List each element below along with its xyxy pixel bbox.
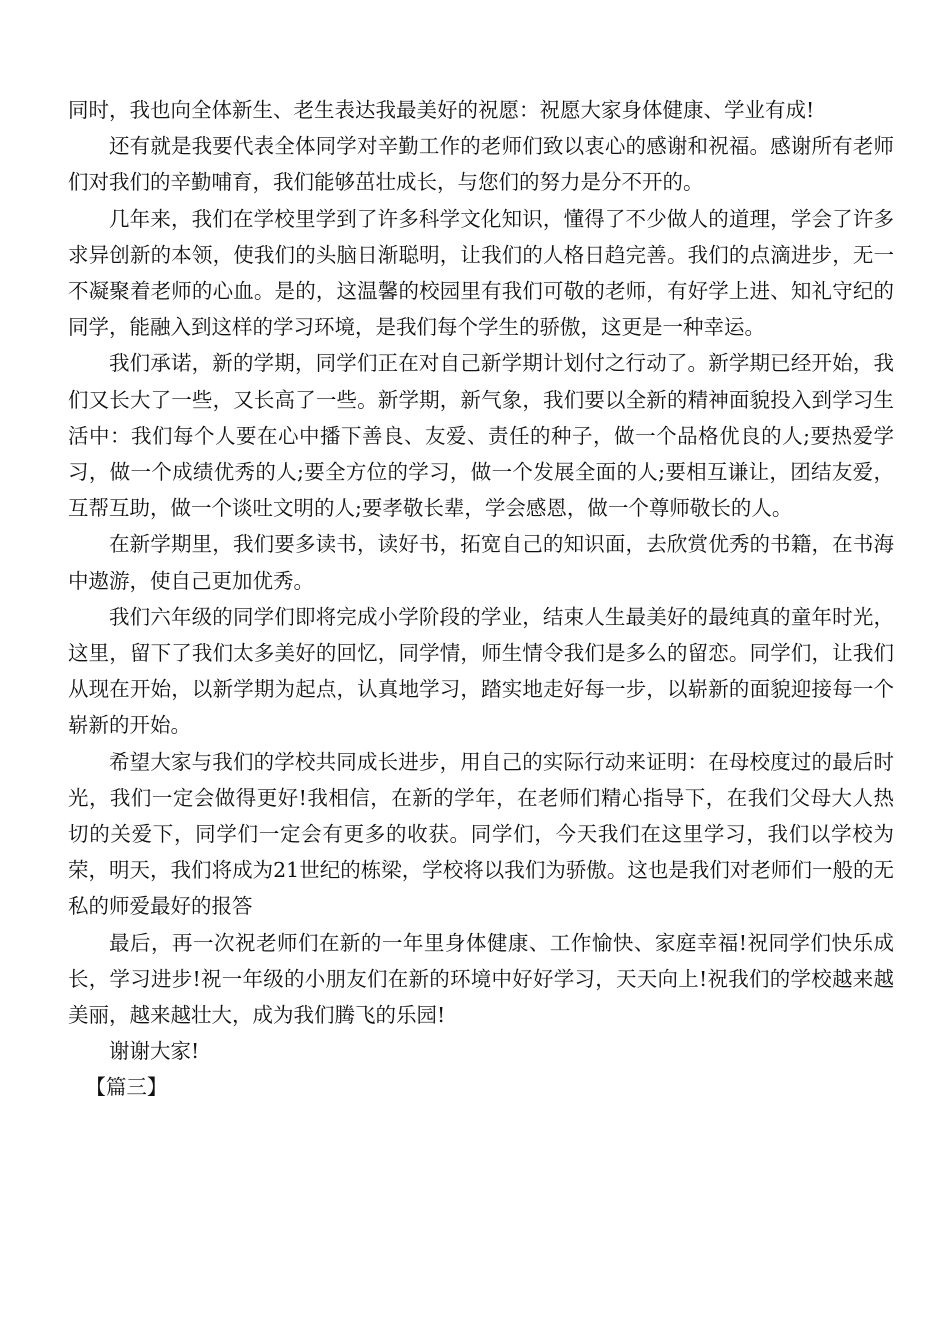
paragraph-reading: 在新学期里，我们要多读书，读好书，拓宽自己的知识面，去欣赏优秀的书籍，在书海中遨游，使自己更加优秀。 xyxy=(68,532,894,593)
paragraph-years-of-learning: 几年来，我们在学校里学到了许多科学文化知识，懂得了不少做人的道理，学会了许多求异创新的本领，使我们的头脑日渐聪明，让我们的人格日趋完善。我们的点滴进步，无一不凝聚着老师的心血。是的，这温馨的校园里有我们可敬的老师，有好学上进、知礼守纪的同学，能融入到这样的学习环境，是我们每个学生的骄傲，这更是一种幸运。 xyxy=(68,206,894,340)
paragraph-new-semester-promise: 我们承诺，新的学期，同学们正在对自己新学期计划付之行动了。新学期已经开始，我们又长大了一些，又长高了一些。新学期，新气象，我们要以全新的精神面貌投入到学习生活中：我们每个人要在心中播下善良、友爱、责任的种子，做一个品格优良的人;要热爱学习，做一个成绩优秀的人;要全方位的学习，做一个发展全面的人;要相互谦让，团结友爱，互帮互助，做一个谈吐文明的人;要孝敬长辈，学会感恩，做一个尊师敬长的人。 xyxy=(68,351,894,521)
paragraph-hope: 希望大家与我们的学校共同成长进步，用自己的实际行动来证明：在母校度过的最后时光，我们一定会做得更好!我相信，在新的学年，在老师们精心指导下，在我们父母大人热切的关爱下，同学们一定会有更多的收获。同学们，今天我们在这里学习，我们以学校为荣，明天，我们将成为21世纪的栋梁，学校将以我们为骄傲。这也是我们对老师们一般的无私的师爱最好的报答 xyxy=(68,749,894,919)
paragraph-thanks-teachers: 还有就是我要代表全体同学对辛勤工作的老师们致以衷心的感谢和祝福。感谢所有老师们对我们的辛勤哺育，我们能够茁壮成长，与您们的努力是分不开的。 xyxy=(68,134,894,195)
paragraph-sixth-grade: 我们六年级的同学们即将完成小学阶段的学业，结束人生最美好的最纯真的童年时光，这里，留下了我们太多美好的回忆，同学情，师生情令我们是多么的留恋。同学们，让我们从现在开始，以新学期为起点，认真地学习，踏实地走好每一步，以崭新的面貌迎接每一个崭新的开始。 xyxy=(68,604,894,738)
paragraph-final-wishes: 最后，再一次祝老师们在新的一年里身体健康、工作愉快、家庭幸福!祝同学们快乐成长，学习进步!祝一年级的小朋友们在新的环境中好好学习，天天向上!祝我们的学校越来越美丽，越来越壮大，成为我们腾飞的乐园! xyxy=(68,930,894,1028)
section-heading: 【篇三】 xyxy=(85,1075,168,1100)
paragraph-thank-you: 谢谢大家! xyxy=(109,1039,200,1064)
paragraph-wishes: 同时，我也向全体新生、老生表达我最美好的祝愿：祝愿大家身体健康、学业有成! xyxy=(68,98,815,122)
document-body xyxy=(68,92,894,1106)
